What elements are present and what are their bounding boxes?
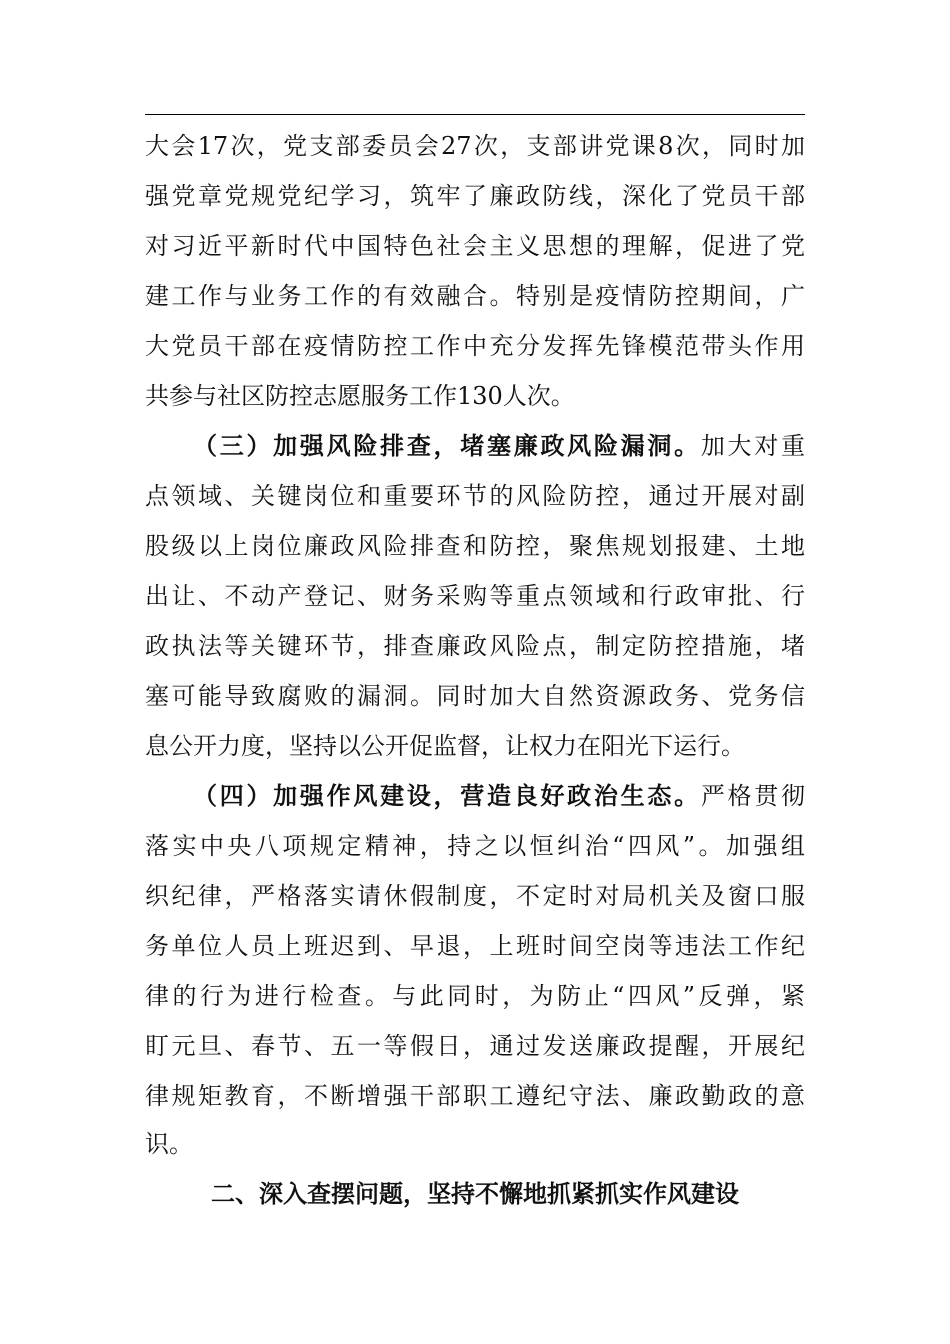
paragraph-heading: （三）加强风险排查，堵塞廉政风险漏洞。	[193, 431, 701, 460]
paragraph-first-line	[193, 776, 805, 816]
paragraph-text: 加大对重	[700, 432, 805, 460]
paragraph-heading: （四）加强作风建设，营造良好政治生态。	[193, 781, 701, 810]
paragraph-text: 严格贯彻	[700, 782, 805, 810]
paragraph-line: 点领域、关键岗位和重要环节的风险防控，通过开展对副	[145, 482, 805, 510]
paragraph-first-line	[193, 426, 805, 466]
paragraph-line: 务单位人员上班迟到、早退，上班时间空岗等违法工作纪	[145, 932, 805, 960]
paragraph-line: 息公开力度，坚持以公开促监督，让权力在阳光下运行。	[145, 732, 745, 760]
paragraph-line: 强党章党规党纪学习，筑牢了廉政防线，深化了党员干部	[145, 182, 805, 210]
paragraph-line: 政执法等关键环节，排查廉政风险点，制定防控措施，堵	[145, 632, 805, 660]
paragraph-line: 织纪律，严格落实请休假制度，不定时对局机关及窗口服	[145, 882, 805, 910]
header-rule	[145, 114, 805, 115]
paragraph-line: 对习近平新时代中国特色社会主义思想的理解，促进了党	[145, 232, 805, 260]
paragraph-line: 落实中央八项规定精神，持之以恒纠治“四风”。加强组	[145, 832, 805, 860]
paragraph-line: 共参与社区防控志愿服务工作130人次。	[145, 382, 575, 410]
paragraph-line: 出让、不动产登记、财务采购等重点领域和行政审批、行	[145, 582, 805, 610]
paragraph-line: 盯元旦、春节、五一等假日，通过发送廉政提醒，开展纪	[145, 1032, 805, 1060]
paragraph-line: 大会17次，党支部委员会27次，支部讲党课8次，同时加	[145, 132, 805, 160]
paragraph-line: 塞可能导致腐败的漏洞。同时加大自然资源政务、党务信	[145, 682, 805, 710]
paragraph-line: 律规矩教育，不断增强干部职工遵纪守法、廉政勤政的意	[145, 1082, 805, 1110]
paragraph-line: 大党员干部在疫情防控工作中充分发挥先锋模范带头作用	[145, 332, 805, 360]
paragraph-line: 股级以上岗位廉政风险排查和防控，聚焦规划报建、土地	[145, 532, 805, 560]
section-title: 二、深入查摆问题，坚持不懈地抓紧抓实作风建设	[211, 1179, 739, 1208]
paragraph-line: 律的行为进行检查。与此同时，为防止“四风”反弹，紧	[145, 982, 805, 1010]
paragraph-line: 识。	[145, 1130, 193, 1158]
paragraph-line: 建工作与业务工作的有效融合。特别是疫情防控期间，广	[145, 282, 805, 310]
